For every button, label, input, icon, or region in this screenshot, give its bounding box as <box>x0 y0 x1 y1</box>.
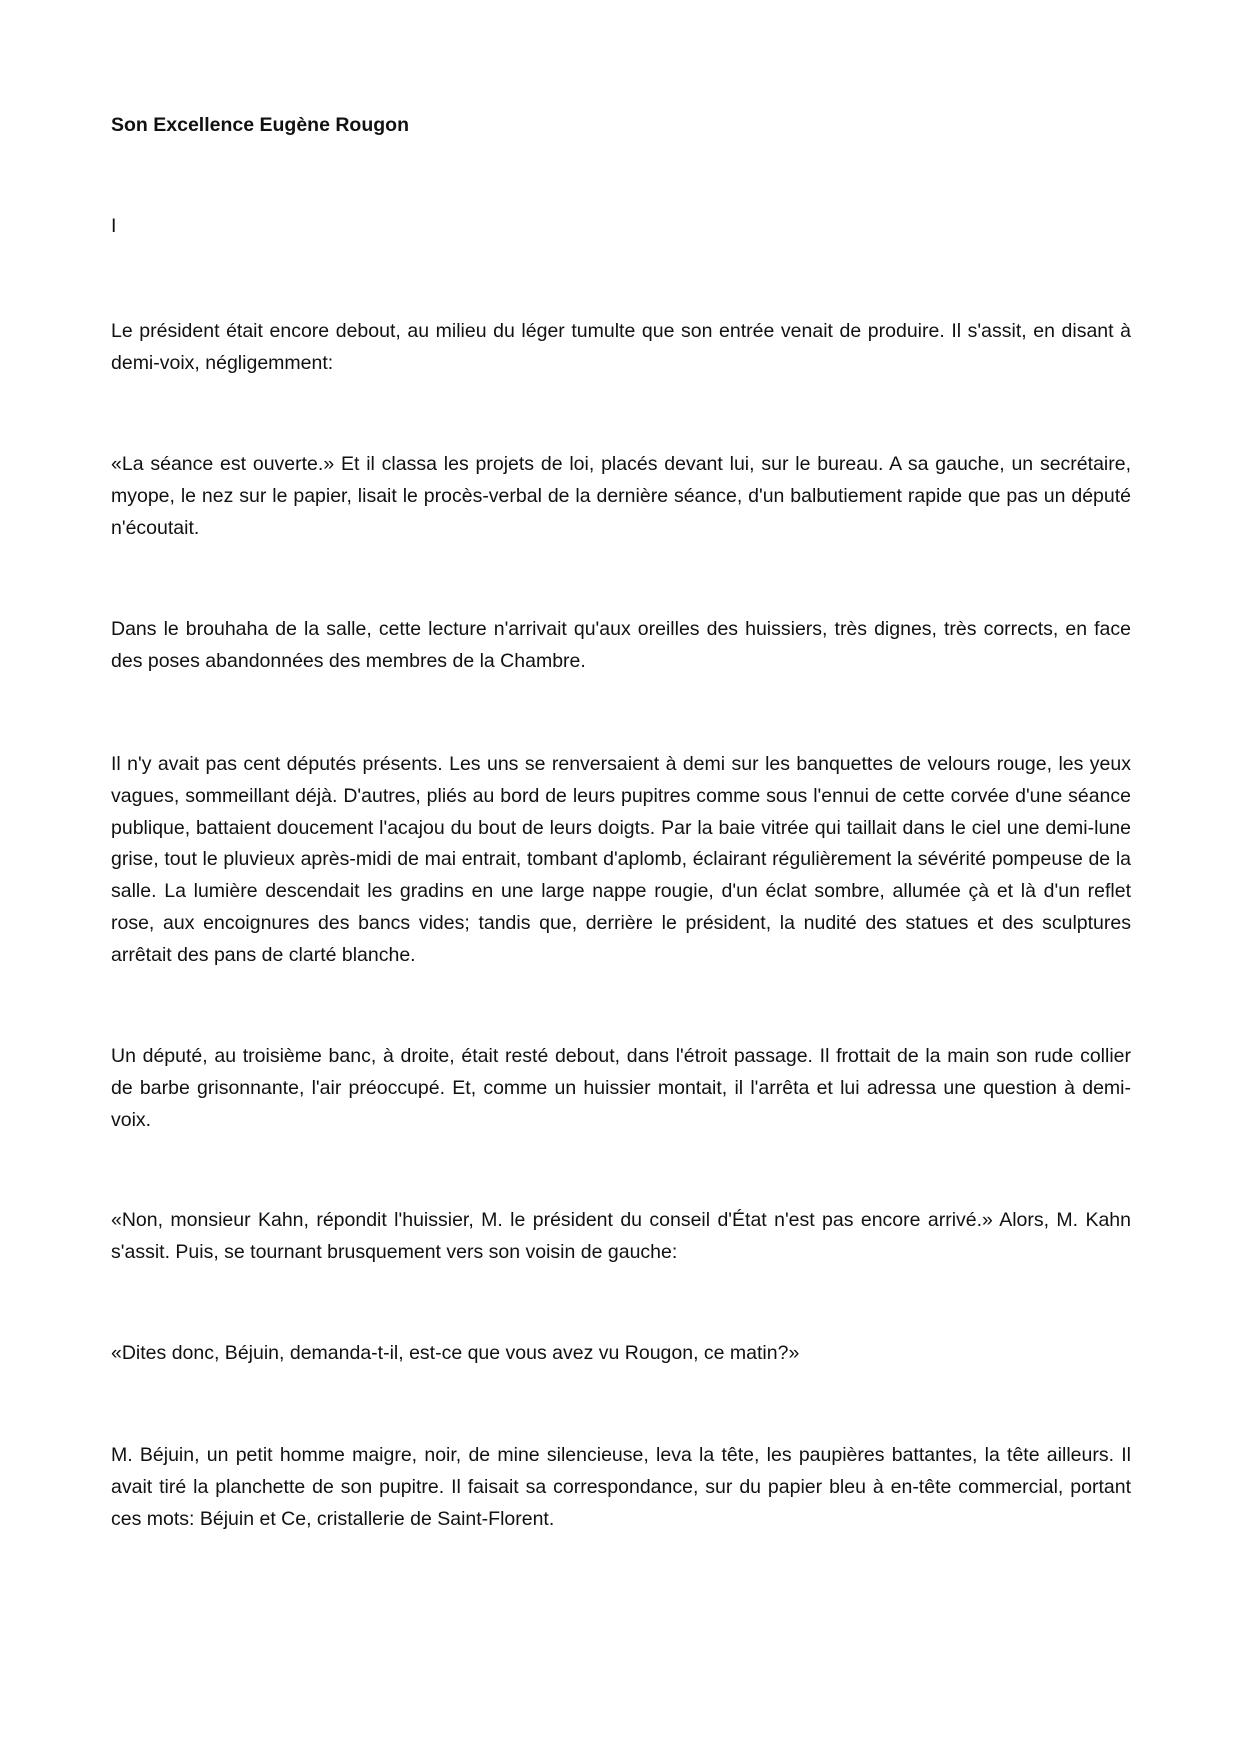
document-title: Son Excellence Eugène Rougon <box>111 114 409 136</box>
paragraph: Il n'y avait pas cent députés présents. Les uns se renversaient à demi sur les banquettes de velours rouge, les yeux vagues, sommeillant déjà. D'autres, pliés au bord de leurs pupitres comme sous l'ennui de cette corvée d'une séance publique, battaient doucement l'acajou du bout de leurs doigts. Par la baie vitrée qui taillait dans le ciel une demi-lune grise, tout le pluvieux après-midi de mai entrait, tombant d'aplomb, éclairant régulièrement la sévérité pompeuse de la salle. La lumière descendait les gradins en une large nappe rougie, d'un éclat sombre, allumée çà et là d'un reflet rose, aux encoignures des bancs vides; tandis que, derrière le président, la nudité des statues et des sculptures arrêtait des pans de clarté blanche. <box>111 753 1131 966</box>
paragraph: Le président était encore debout, au milieu du léger tumulte que son entrée venait de produire. Il s'assit, en disant à demi-voix, négligemment: <box>111 320 1131 374</box>
paragraph: «Non, monsieur Kahn, répondit l'huissier, M. le président du conseil d'État n'est pas encore arrivé.» Alors, M. Kahn s'assit. Puis, se tournant brusquement vers son voisin de gauche: <box>111 1209 1131 1263</box>
paragraph: M. Béjuin, un petit homme maigre, noir, de mine silencieuse, leva la tête, les paupières battantes, la tête ailleurs. Il avait tiré la planchette de son pupitre. Il faisait sa correspondance, sur du papier bleu à en-tête commercial, portant ces mots: Béjuin et Ce, cristallerie de Saint-Florent. <box>111 1444 1131 1530</box>
paragraph: «Dites donc, Béjuin, demanda-t-il, est-ce que vous avez vu Rougon, ce matin?» <box>111 1342 800 1364</box>
paragraph: Dans le brouhaha de la salle, cette lecture n'arrivait qu'aux oreilles des huissiers, très dignes, très corrects, en face des poses abandonnées des membres de la Chambre. <box>111 618 1131 672</box>
paragraph: «La séance est ouverte.» Et il classa les projets de loi, placés devant lui, sur le bureau. A sa gauche, un secrétaire, myope, le nez sur le papier, lisait le procès-verbal de la dernière séance, d'un balbutiement rapide que pas un député n'écoutait. <box>111 453 1131 539</box>
paragraph: Un député, au troisième banc, à droite, était resté debout, dans l'étroit passage. Il frottait de la main son rude collier de barbe grisonnante, l'air préoccupé. Et, comme un huissier montait, il l'arrêta et lui adressa une question à demi-voix. <box>111 1045 1131 1131</box>
chapter-number: I <box>111 215 117 237</box>
